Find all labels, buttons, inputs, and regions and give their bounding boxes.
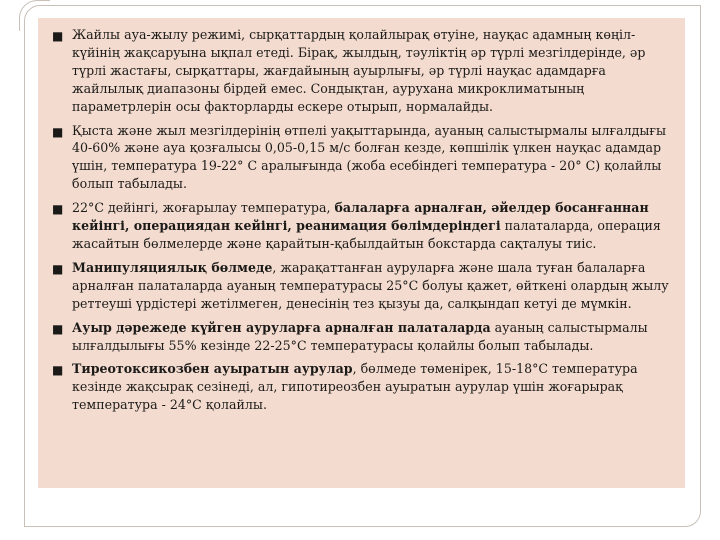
bullet-icon: ■ <box>52 29 64 43</box>
bullet-item <box>54 319 679 355</box>
segment: ауаның салыстырмалы ылғалдылығы 55% кезінде 22-25°С температурасы қолайлы болып табылады. <box>72 319 648 353</box>
bullet-icon: ■ <box>52 363 64 378</box>
bullet-item <box>54 360 679 414</box>
bullet-icon: ■ <box>52 202 64 217</box>
segment-bold: Тиреотоксикозбен ауыратын аурулар <box>72 361 353 377</box>
bullet-list <box>38 18 685 414</box>
bullet-item <box>54 199 679 253</box>
segment: Жайлы ауа-жылу режимі, сырқаттардың қолайлырақ өтуіне, науқас адамның көңіл-күйінің жақсаруына ықпал етеді. Бірақ, жылдың, тәуліктің әр түрлі мезгілдерінде, әр түрлі жастағы, сырқаттары, жағдайының ауырлығы, әр түрлі науқас адамдарға жайлылық диапазоны бірдей емес. Сондықтан, аурухана микроклиматының параметрлерін осы факторларды ескере отырып, нормалайды. <box>72 27 646 114</box>
segment: 22°С дейінгі, жоғарылау температура, <box>72 200 335 216</box>
bullet-icon: ■ <box>52 124 64 139</box>
bullet-item <box>54 259 679 313</box>
bullet-item <box>54 122 679 194</box>
segment-bold: Манипуляциялық бөлмеде <box>72 259 273 275</box>
segment: Қыста және жыл мезгілдерінің өтпелі уақыттарында, ауаның салыстырмалы ылғалдығы 40-60% және ауа қозғалысы 0,05-0,15 м/с болған кезде, көпшілік үлкен науқас адамдар үшін, температура 19-22° С аралығында (жоба есебіндегі температура - 20° С) қолайлы болып табылады. <box>72 122 666 192</box>
content-panel <box>38 18 685 488</box>
segment: палаталарда, операция жасайтын бөлмелерде және қарайтын-қабылдайтын бокстарда сақталуы тиіс. <box>72 218 661 251</box>
bullet-icon: ■ <box>52 321 64 336</box>
segment-bold: Ауыр дәрежеде күйген ауруларға арналған палаталарда <box>72 319 491 335</box>
bullet-icon: ■ <box>52 261 64 276</box>
segment: , бөлмеде төменірек, 15-18°С температура кезінде жақсырақ сезінеді, ал, гипотиреозбен ауыратын аурулар үшін жоғарырақ температура - 24°С қолайлы. <box>72 361 638 413</box>
segment-bold: балаларға арналған, әйелдер босанғаннан кейінгі, операциядан кейінгі, реанимация бөлімдеріндегі <box>72 200 649 234</box>
bullet-item <box>54 26 679 116</box>
segment: , жарақаттанған ауруларға және шала туған балаларға арналған палаталарда ауаның температурасы 25°С болуы қажет, өйткені олардың жылу реттеуші үрдістері жетілмеген, денесінің тез қызуы да, салқындап кетуі де мүмкін. <box>72 259 669 311</box>
